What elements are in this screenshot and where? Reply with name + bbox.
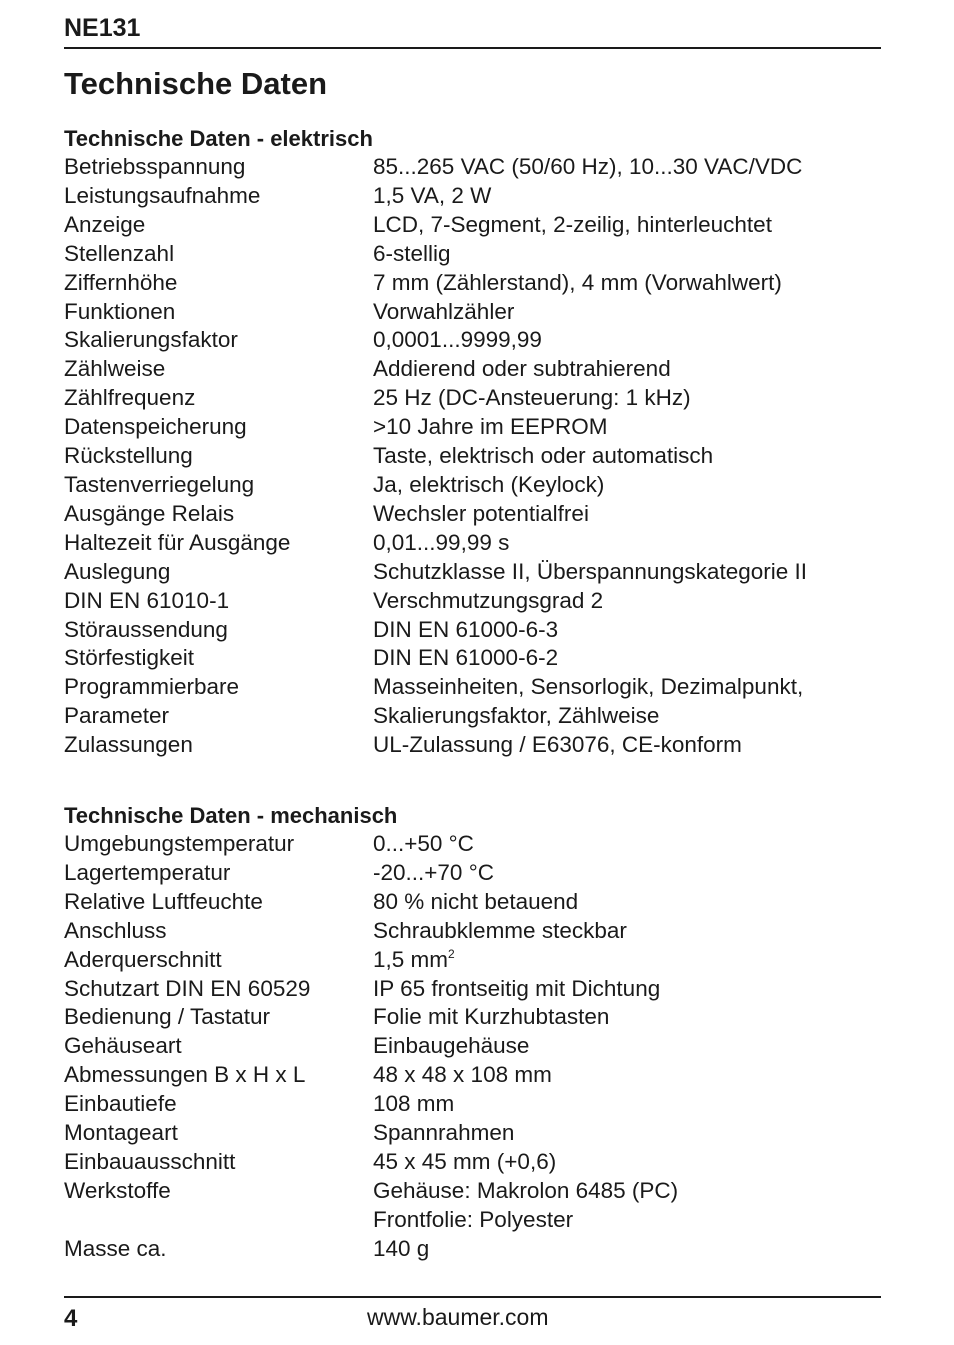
spec-value xyxy=(373,1177,881,1206)
spec-row xyxy=(64,298,881,327)
spec-label: Aderquerschnitt xyxy=(64,946,222,972)
spec-value-text: Folie mit Kurzhubtasten xyxy=(373,1004,610,1030)
spec-value-text: Schraubklemme steckbar xyxy=(373,917,627,943)
spec-value xyxy=(373,1235,881,1264)
spec-row xyxy=(64,946,881,975)
spec-label: Störaussendung xyxy=(64,616,228,642)
spec-label: DIN EN 61010-1 xyxy=(64,587,230,613)
spec-label: Einbauausschnitt xyxy=(64,1148,236,1174)
spec-value xyxy=(373,1003,881,1032)
spec-row xyxy=(64,673,881,702)
spec-label: Störfestigkeit xyxy=(64,645,195,671)
page-title: Technische Daten xyxy=(64,66,328,101)
spec-label: Funktionen xyxy=(64,298,176,324)
spec-value-text: 0,0001...9999,99 xyxy=(373,327,542,353)
spec-row xyxy=(64,413,881,442)
spec-row xyxy=(64,731,881,760)
spec-row xyxy=(64,211,881,240)
spec-value xyxy=(373,1148,881,1177)
unit-superscript: 2 xyxy=(448,946,455,961)
electrical-specs-table xyxy=(64,153,881,760)
spec-value-text: Schutzklasse II, Überspannungskategorie II xyxy=(373,558,807,584)
spec-value-text: Ja, elektrisch (Keylock) xyxy=(373,471,605,497)
spec-label: Relative Luftfeuchte xyxy=(64,888,263,914)
spec-value-text: 45 x 45 mm (+0,6) xyxy=(373,1148,557,1174)
spec-label: Werkstoffe xyxy=(64,1177,171,1203)
spec-value xyxy=(373,471,881,500)
spec-label: Einbautiefe xyxy=(64,1091,177,1117)
spec-value xyxy=(373,1032,881,1061)
spec-value-text: UL-Zulassung / E63076, CE-konform xyxy=(373,732,742,758)
spec-label: Ziffernhöhe xyxy=(64,269,178,295)
spec-value-text: Addierend oder subtrahierend xyxy=(373,356,671,382)
mechanical-specs-section xyxy=(64,801,881,1264)
spec-value xyxy=(373,946,881,975)
spec-label: Haltezeit für Ausgänge xyxy=(64,529,291,555)
spec-row xyxy=(64,587,881,616)
spec-row xyxy=(64,269,881,298)
footer-divider xyxy=(64,1296,881,1298)
spec-value xyxy=(373,587,881,616)
spec-label: Lagertemperatur xyxy=(64,859,231,885)
mechanical-specs-heading: Technische Daten - mechanisch xyxy=(64,803,398,828)
spec-label: Gehäuseart xyxy=(64,1033,182,1059)
spec-row xyxy=(64,326,881,355)
spec-value-text: Taste, elektrisch oder automatisch xyxy=(373,443,714,469)
product-code: NE131 xyxy=(64,14,141,42)
spec-value-text: 140 g xyxy=(373,1235,430,1261)
spec-value-text: LCD, 7-Segment, 2-zeilig, hinterleuchtet xyxy=(373,211,772,237)
spec-value xyxy=(373,355,881,384)
spec-row xyxy=(64,859,881,888)
spec-value xyxy=(373,500,881,529)
spec-label: Auslegung xyxy=(64,558,171,584)
spec-row xyxy=(64,830,881,859)
spec-label: Umgebungstemperatur xyxy=(64,831,295,856)
spec-value xyxy=(373,644,881,673)
spec-value xyxy=(373,298,881,327)
spec-label: Ausgänge Relais xyxy=(64,500,235,526)
electrical-specs-section xyxy=(64,124,881,760)
spec-row xyxy=(64,500,881,529)
spec-value-text: Gehäuse: Makrolon 6485 (PC) xyxy=(373,1177,679,1203)
spec-label: Montageart xyxy=(64,1120,178,1146)
spec-value-text: 0...+50 °C xyxy=(373,831,474,856)
spec-row xyxy=(64,1148,881,1177)
electrical-specs-heading: Technische Daten - elektrisch xyxy=(64,126,373,151)
spec-row xyxy=(64,975,881,1004)
spec-value xyxy=(373,442,881,471)
spec-row xyxy=(64,355,881,384)
spec-label: Masse ca. xyxy=(64,1235,167,1261)
spec-value-text: 25 Hz (DC-Ansteuerung: 1 kHz) xyxy=(373,385,691,411)
spec-label: Datenspeicherung xyxy=(64,414,247,440)
spec-value xyxy=(373,1061,881,1090)
spec-row xyxy=(64,917,881,946)
mechanical-specs-table xyxy=(64,830,881,1264)
spec-label: Bedienung / Tastatur xyxy=(64,1004,270,1030)
spec-value-text: Vorwahlzähler xyxy=(373,298,515,324)
spec-value xyxy=(373,1119,881,1148)
spec-value xyxy=(373,888,881,917)
spec-value xyxy=(373,240,881,269)
spec-value-text: 80 % nicht betauend xyxy=(373,888,579,914)
spec-row xyxy=(64,616,881,645)
spec-value-text: 6-stellig xyxy=(373,240,451,266)
spec-row xyxy=(64,1177,881,1206)
spec-value xyxy=(373,830,881,859)
spec-value-text: 85...265 VAC (50/60 Hz), 10...30 VAC/VDC xyxy=(373,154,803,179)
spec-value xyxy=(373,859,881,888)
page-number: 4 xyxy=(64,1305,78,1332)
spec-value-text: Frontfolie: Polyester xyxy=(373,1206,574,1232)
spec-row xyxy=(64,1119,881,1148)
spec-label: Parameter xyxy=(64,703,170,729)
spec-value-text: 0,01...99,99 s xyxy=(373,529,510,555)
spec-row xyxy=(64,1090,881,1119)
spec-row xyxy=(64,384,881,413)
spec-value xyxy=(373,269,881,298)
spec-label: Zählfrequenz xyxy=(64,385,196,411)
spec-value-text: DIN EN 61000-6-3 xyxy=(373,616,559,642)
spec-row xyxy=(64,1003,881,1032)
spec-value-text: 1,5 mm xyxy=(373,946,449,972)
spec-label: Zulassungen xyxy=(64,732,193,758)
spec-label: Anschluss xyxy=(64,917,167,943)
spec-row xyxy=(64,888,881,917)
spec-row xyxy=(64,240,881,269)
spec-label: Leistungsaufnahme xyxy=(64,182,261,208)
spec-value-text: 7 mm (Zählerstand), 4 mm (Vorwahlwert) xyxy=(373,269,782,295)
spec-label: Abmessungen B x H x L xyxy=(64,1062,306,1088)
spec-label: Schutzart DIN EN 60529 xyxy=(64,975,311,1001)
spec-label: Anzeige xyxy=(64,211,146,237)
spec-value xyxy=(373,917,881,946)
spec-row xyxy=(64,1235,881,1264)
spec-value-text: Einbaugehäuse xyxy=(373,1033,530,1059)
spec-row xyxy=(64,471,881,500)
spec-value xyxy=(373,702,881,731)
spec-label: Programmierbare xyxy=(64,674,240,700)
spec-value xyxy=(373,1090,881,1119)
spec-row xyxy=(64,182,881,211)
spec-value-text: DIN EN 61000-6-2 xyxy=(373,645,559,671)
spec-row xyxy=(64,1032,881,1061)
spec-value xyxy=(373,384,881,413)
spec-value xyxy=(373,558,881,587)
spec-value xyxy=(373,326,881,355)
spec-row xyxy=(64,644,881,673)
spec-value-text: Wechsler potentialfrei xyxy=(373,500,589,526)
spec-value xyxy=(373,1206,881,1235)
spec-value xyxy=(373,616,881,645)
spec-row xyxy=(64,153,881,182)
spec-row xyxy=(64,558,881,587)
spec-row xyxy=(64,1206,881,1235)
spec-value xyxy=(373,211,881,240)
spec-value-text: Skalierungsfaktor, Zählweise xyxy=(373,703,660,729)
spec-value-text: -20...+70 °C xyxy=(373,859,494,885)
spec-row xyxy=(64,702,881,731)
spec-value-text: 48 x 48 x 108 mm xyxy=(373,1062,552,1088)
spec-value xyxy=(373,182,881,211)
spec-value xyxy=(373,529,881,558)
spec-label: Rückstellung xyxy=(64,443,193,469)
spec-value xyxy=(373,975,881,1004)
spec-value xyxy=(373,673,881,702)
spec-label: Stellenzahl xyxy=(64,240,175,266)
footer-url: www.baumer.com xyxy=(367,1304,549,1330)
spec-label: Betriebsspannung xyxy=(64,154,246,179)
spec-value-text: Verschmutzungsgrad 2 xyxy=(373,587,604,613)
spec-label xyxy=(64,1206,373,1235)
spec-value-text: 1,5 VA, 2 W xyxy=(373,182,492,208)
spec-value xyxy=(373,153,881,182)
header-divider xyxy=(64,47,881,49)
spec-value-text: IP 65 frontseitig mit Dichtung xyxy=(373,975,661,1001)
spec-value-text: 108 mm xyxy=(373,1091,455,1117)
spec-value-text: >10 Jahre im EEPROM xyxy=(373,414,608,440)
spec-label: Zählweise xyxy=(64,356,166,382)
spec-value xyxy=(373,731,881,760)
spec-row xyxy=(64,442,881,471)
spec-row xyxy=(64,1061,881,1090)
spec-label: Tastenverriegelung xyxy=(64,471,255,497)
spec-row xyxy=(64,529,881,558)
spec-value-text: Spannrahmen xyxy=(373,1120,515,1146)
spec-label: Skalierungsfaktor xyxy=(64,327,238,353)
spec-value-text: Masseinheiten, Sensorlogik, Dezimalpunkt, xyxy=(373,674,804,700)
spec-value xyxy=(373,413,881,442)
